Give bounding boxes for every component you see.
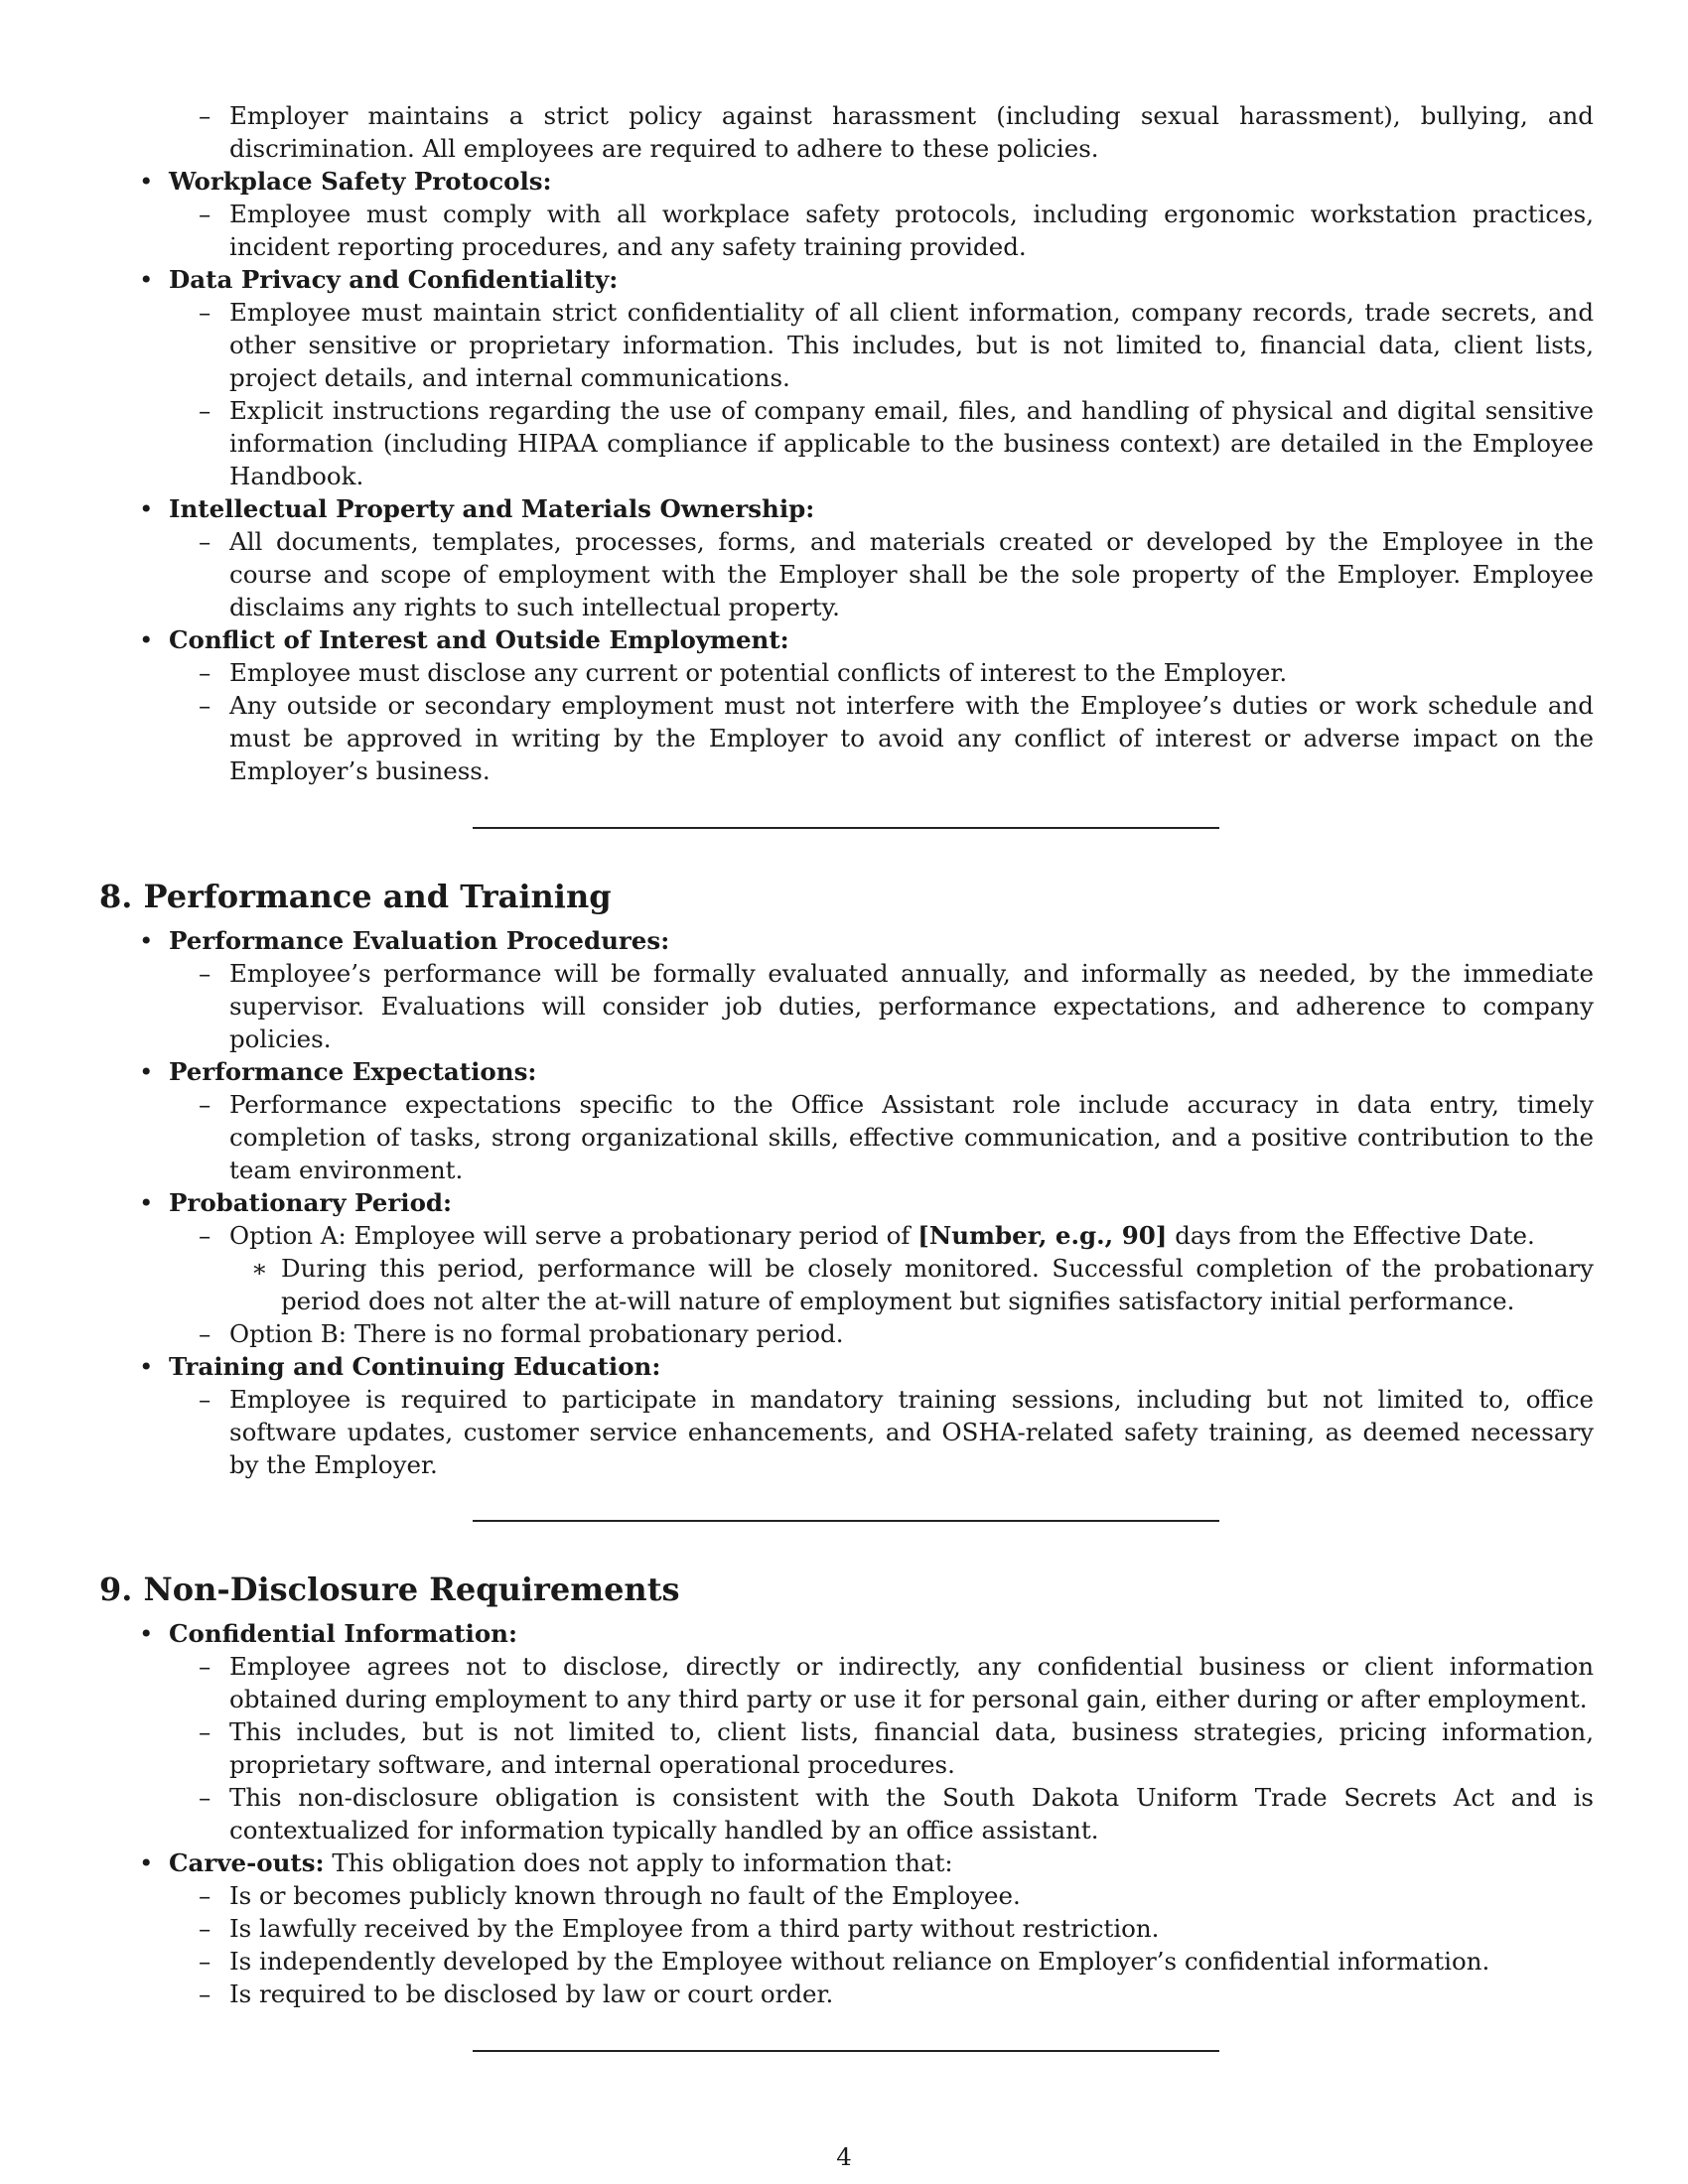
section-divider: [473, 827, 1219, 829]
intellectual-property-label: Intellectual Property and Materials Ownership:: [169, 494, 815, 523]
section-9-heading: 9. Non-Disclosure Requirements: [99, 1570, 680, 1608]
document-body: [99, 99, 1594, 2052]
list-item: – Employee is required to participate in mandatory training sessions, including but not limited to, office software updates, customer service enhancements, and OSHA-related safety training, as deemed necessary by the Employer.: [229, 1383, 1594, 1481]
section-8-list: [99, 924, 1594, 1481]
performance-evaluation-label: Performance Evaluation Procedures:: [169, 926, 670, 955]
confidential-information-item: [169, 1617, 1594, 1846]
list-item: – Employee must maintain strict confidentiality of all client information, company records, trade secrets, and other sensitive or proprietary information. This includes, but is not limited to, financial data, client lists, project details, and internal communications.: [229, 296, 1594, 394]
list-item: – Employee must disclose any current or potential conflicts of interest to the Employer.: [229, 656, 1594, 689]
carve-outs-item: [169, 1846, 1594, 2010]
option-a-detail: ∗ During this period, performance will be closely monitored. Successful completion of the probationary period does not alter the at-will nature of employment but signifies satisfactory initial performance.: [281, 1252, 1594, 1317]
list-item: – This includes, but is not limited to, client lists, financial data, business strategies, pricing information, proprietary software, and internal operational procedures.: [229, 1715, 1594, 1781]
list-item: – Performance expectations specific to the Office Assistant role include accuracy in data entry, timely completion of tasks, strong organizational skills, effective communication, and a positive contribution to the team environment.: [229, 1088, 1594, 1186]
probationary-period-item: [169, 1186, 1594, 1350]
option-a-item: [229, 1219, 1594, 1317]
carve-outs-intro: This obligation does not apply to information that:: [324, 1848, 953, 1877]
workplace-safety-label: Workplace Safety Protocols:: [169, 167, 552, 196]
training-education-item: [169, 1350, 1594, 1481]
probationary-period-label: Probationary Period:: [169, 1188, 453, 1217]
harassment-policy-item: – Employer maintains a strict policy against harassment (including sexual harassment), bullying, and discrimination. All employees are required to adhere to these policies.: [229, 99, 1594, 165]
list-item: – Is or becomes publicly known through no fault of the Employee.: [229, 1879, 1594, 1912]
list-item: – Is lawfully received by the Employee from a third party without restriction.: [229, 1912, 1594, 1945]
performance-expectations-label: Performance Expectations:: [169, 1057, 537, 1086]
option-a-text: Option A: Employee will serve a probationary period of: [229, 1221, 918, 1250]
policy-continuation: [169, 99, 1594, 165]
confidential-information-label: Confidential Information:: [169, 1619, 518, 1648]
workplace-safety-item: [169, 165, 1594, 263]
section-8-heading: 8. Performance and Training: [99, 878, 612, 915]
section-9-list: [99, 1617, 1594, 2010]
list-item: – Explicit instructions regarding the use of company email, files, and handling of physical and digital sensitive information (including HIPAA compliance if applicable to the business context) are detailed in the Employee Handbook.: [229, 394, 1594, 492]
policy-list: [99, 99, 1594, 787]
conflict-of-interest-label: Conflict of Interest and Outside Employment:: [169, 625, 789, 654]
carve-outs-label: Carve-outs:: [169, 1848, 325, 1877]
list-item: – Employee must comply with all workplace safety protocols, including ergonomic workstation practices, incident reporting procedures, and any safety training provided.: [229, 198, 1594, 263]
list-item: – All documents, templates, processes, forms, and materials created or developed by the Employee in the course and scope of employment with the Employer shall be the sole property of the Employer. Employee disclaims any rights to such intellectual property.: [229, 525, 1594, 623]
list-item: – Is independently developed by the Employee without reliance on Employer’s confidential information.: [229, 1945, 1594, 1978]
intellectual-property-item: [169, 492, 1594, 623]
performance-expectations-item: [169, 1055, 1594, 1186]
training-education-label: Training and Continuing Education:: [169, 1352, 661, 1381]
performance-evaluation-item: [169, 924, 1594, 1055]
list-item: – Any outside or secondary employment must not interfere with the Employee’s duties or work schedule and must be approved in writing by the Employer to avoid any conflict of interest or adverse impact on the Employer’s business.: [229, 689, 1594, 787]
section-divider: [473, 1520, 1219, 1522]
list-item: – Employee’s performance will be formally evaluated annually, and informally as needed, by the immediate supervisor. Evaluations will consider job duties, performance expectations, and adherence to company policies.: [229, 957, 1594, 1055]
list-item: – This non-disclosure obligation is consistent with the South Dakota Uniform Trade Secrets Act and is contextualized for information typically handled by an office assistant.: [229, 1781, 1594, 1846]
conflict-of-interest-item: [169, 623, 1594, 787]
data-privacy-label: Data Privacy and Confidentiality:: [169, 265, 619, 294]
probation-days-placeholder: [Number, e.g., 90]: [917, 1221, 1168, 1250]
list-item: – Is required to be disclosed by law or court order.: [229, 1978, 1594, 2010]
option-a-text-end: days from the Effective Date.: [1167, 1221, 1535, 1250]
section-divider: [473, 2050, 1219, 2052]
page-number: 4: [836, 2142, 852, 2171]
data-privacy-item: [169, 263, 1594, 492]
list-item: – Employee agrees not to disclose, directly or indirectly, any confidential business or client information obtained during employment to any third party or use it for personal gain, either during or after employment.: [229, 1650, 1594, 1715]
option-b-item: – Option B: There is no formal probationary period.: [229, 1317, 1594, 1350]
